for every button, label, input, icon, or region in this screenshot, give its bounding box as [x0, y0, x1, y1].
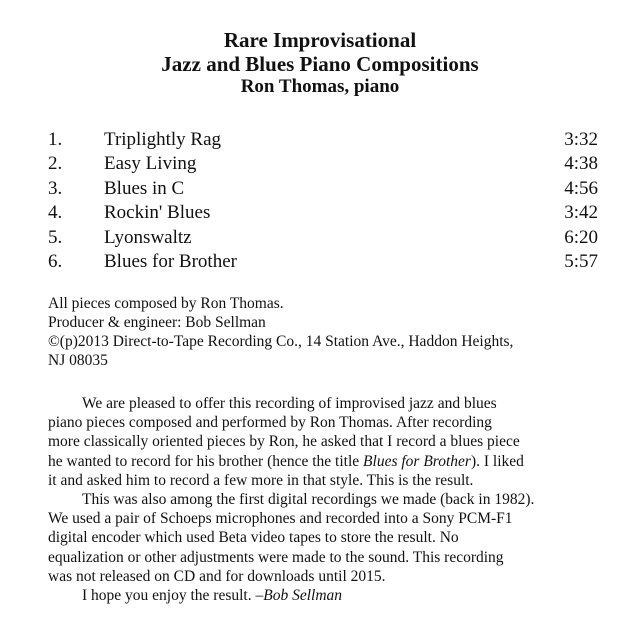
notes-line: [48, 452, 600, 471]
track-row: [48, 201, 598, 225]
track-row: [48, 152, 598, 176]
liner-notes: [48, 394, 600, 605]
track-title: Lyonswaltz: [104, 226, 192, 248]
credits-block: [48, 294, 600, 370]
album-title-line-1: Rare Improvisational: [223, 28, 417, 52]
track-number: 5.: [48, 226, 63, 248]
notes-text: I hope you enjoy the result.: [82, 587, 256, 605]
notes-line: more classically oriented pieces by Ron, he asked that I record a blues piece: [48, 433, 520, 451]
notes-text: he wanted to record for his brother (hence the title: [48, 452, 364, 470]
notes-line: digital encoder which used Beta video tapes to store the result. No: [48, 529, 459, 547]
track-row: [48, 250, 598, 274]
composer-credit: All pieces composed by Ron Thomas.: [48, 295, 284, 312]
track-title: Rockin' Blues: [104, 202, 211, 224]
track-duration: 6:20: [564, 226, 598, 248]
signature: –Bob Sellman: [255, 587, 343, 605]
track-number: 6.: [48, 250, 63, 272]
notes-line: piano pieces composed and performed by Ron Thomas. After recording: [48, 414, 492, 432]
notes-line: We are pleased to offer this recording of improvised jazz and blues: [82, 395, 497, 412]
track-duration: 4:38: [564, 153, 598, 175]
track-list: [48, 128, 598, 274]
track-duration: 3:32: [564, 129, 598, 150]
track-number: 1.: [48, 129, 63, 150]
track-number: 3.: [48, 177, 63, 199]
track-row: [48, 226, 598, 250]
track-row: [48, 177, 598, 201]
notes-title-italic: Blues for Brother: [363, 452, 471, 470]
notes-line: equalization or other adjustments were made to the sound. This recording: [48, 548, 504, 566]
notes-line: was not released on CD and for downloads until 2015.: [48, 567, 386, 585]
notes-line: This was also among the first digital recordings we made (back in 1982).: [82, 491, 535, 509]
track-title: Blues for Brother: [104, 250, 237, 272]
producer-credit: Producer & engineer: Bob Sellman: [48, 314, 266, 331]
artist-line: Ron Thomas, piano: [240, 76, 400, 97]
track-title: Easy Living: [104, 153, 197, 175]
notes-text: ). I liked: [470, 452, 524, 470]
track-row: [48, 128, 598, 152]
track-duration: 5:57: [564, 250, 598, 272]
track-number: 4.: [48, 202, 63, 224]
track-number: 2.: [48, 153, 63, 175]
copyright-line-1: ©(p)2013 Direct-to-Tape Recording Co., 14 Station Ave., Haddon Heights,: [48, 333, 514, 350]
track-duration: 3:42: [564, 202, 598, 224]
track-title: Triplightly Rag: [104, 129, 222, 150]
notes-line: [48, 586, 600, 605]
notes-line: it and asked him to record a few more in that style. This is the result.: [48, 471, 474, 489]
track-title: Blues in C: [104, 177, 185, 199]
track-duration: 4:56: [564, 177, 598, 199]
album-title-line-2: Jazz and Blues Piano Compositions: [161, 52, 479, 76]
copyright-line-2: NJ 08035: [48, 352, 108, 369]
notes-line: We used a pair of Schoeps microphones and recorded into a Sony PCM-F1: [48, 510, 513, 528]
album-header: [0, 28, 640, 98]
